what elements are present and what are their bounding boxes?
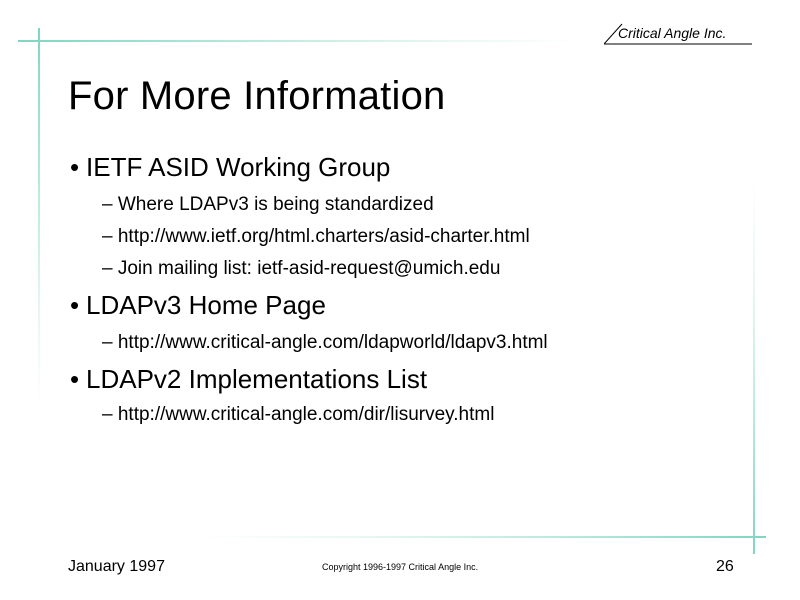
link-ldapv3-home[interactable]: http://www.critical-angle.com/ldapworld/ldapv3.html — [117, 332, 548, 353]
bottom-decorative-rule — [200, 536, 766, 538]
company-logo — [604, 20, 754, 46]
list-item — [102, 258, 500, 280]
list-item-link — [102, 404, 494, 426]
dash-icon: – — [102, 194, 113, 215]
footer-date: January 1997 — [68, 558, 165, 575]
section-heading-ldapv3 — [70, 290, 326, 321]
link-asid-charter[interactable]: http://www.ietf.org/html.charters/asid-charter.html — [117, 226, 530, 247]
list-item — [102, 194, 434, 216]
right-decorative-rule — [753, 180, 755, 554]
page-number: 26 — [716, 558, 734, 575]
list-item-link — [102, 226, 530, 248]
section-heading-label: LDAPv3 Home Page — [86, 290, 326, 320]
footer-copyright: Copyright 1996-1997 Critical Angle Inc. — [322, 562, 479, 572]
dash-icon: – — [102, 332, 113, 353]
dash-icon: – — [102, 404, 113, 425]
section-heading-asid — [70, 152, 390, 183]
company-name: Critical Angle Inc. — [618, 25, 727, 41]
section-heading-label: IETF ASID Working Group — [86, 152, 391, 182]
left-decorative-rule — [38, 28, 40, 408]
list-item-label: Where LDAPv3 is being standardized — [117, 194, 434, 215]
dash-icon: – — [102, 258, 113, 279]
bullet-icon: • — [70, 364, 80, 394]
bullet-icon: • — [70, 290, 80, 320]
section-heading-label: LDAPv2 Implementations List — [86, 364, 428, 394]
dash-icon: – — [102, 226, 113, 247]
list-item-link — [102, 332, 548, 354]
page-title: For More Information — [68, 74, 446, 118]
section-heading-ldapv2 — [70, 364, 427, 395]
link-lisurvey[interactable]: http://www.critical-angle.com/dir/lisurvey.html — [117, 404, 495, 425]
top-decorative-rule — [18, 40, 578, 42]
list-item-mailing-list[interactable]: Join mailing list: ietf-asid-request@umich.edu — [117, 258, 501, 279]
bullet-icon: • — [70, 152, 80, 182]
